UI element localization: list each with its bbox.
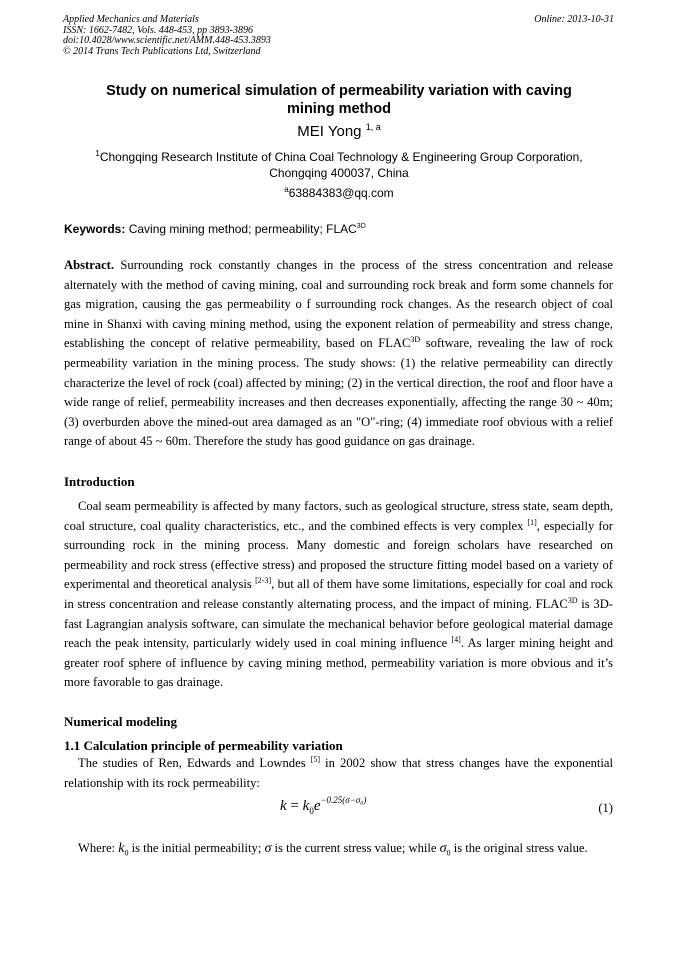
doi-line[interactable]: doi:10.4028/www.scientific.net/AMM.448-453.3893	[63, 35, 271, 46]
citation-5[interactable]: [5]	[310, 755, 321, 764]
keywords-sup: 3D	[356, 223, 366, 230]
keywords-text: Caving mining method; permeability; FLAC	[125, 222, 357, 236]
eq-k: k	[302, 798, 310, 814]
intro-text-4: is 3D-fast Lagrangian analysis software, can simulate the mechanical behavior before geological material damage reach the peak intensity, particularly widely used in coal mining influence	[64, 596, 613, 651]
abstract-text-2: software, revealing the law of rock permeability variation in the mining process. The study shows: (1) the relative permeability can directly characterize the level of rock (coal) affected by mining; (2) in the vertical direction, the roof and floor have a wide range of relief, permeability increases and then decreases exponentially, affecting the range 30 ~ 40m; (3) overburden above the mined-out area damaged as an "O"-ring; (4) immediate roof obvious with a relief range of about 45 ~ 60m. Therefore the study has good guidance on gas drainage.	[64, 336, 613, 449]
eq-k-sub: 0	[309, 806, 314, 816]
online-date: Online: 2013-10-31	[534, 14, 614, 25]
ren-text-1: The studies of Ren, Edwards and Lowndes	[78, 756, 311, 770]
copyright-line: © 2014 Trans Tech Publications Ltd, Switzerland	[63, 45, 261, 57]
citation-4[interactable]: [4]	[451, 635, 461, 645]
title-line-2: mining method	[287, 101, 391, 117]
numerical-modeling-heading: Numerical modeling	[64, 714, 178, 729]
permeability-formula	[280, 795, 367, 816]
equation-number: (1)	[598, 801, 613, 815]
email-address[interactable]: 63884383@qq.com	[288, 186, 394, 200]
introduction-heading: Introduction	[64, 474, 135, 489]
intro-text-1: Coal seam permeability is affected by many factors, such as geological structure, stress state, seam depth, coal structure, coal quality characteristics, etc., and the combined effects is very complex	[64, 499, 613, 533]
affiliation-mark: 1	[95, 149, 100, 158]
citation-1[interactable]: [1]	[527, 517, 537, 527]
author-affiliation-mark: 1, a	[365, 122, 381, 132]
journal-name: Applied Mechanics and Materials	[63, 14, 199, 25]
citation-2-3[interactable]: [2-3]	[255, 576, 272, 586]
affiliation-line-2: Chongqing 400037, China	[269, 165, 409, 180]
title-line-1: Study on numerical simulation of permeability variation with caving	[106, 83, 572, 99]
author	[64, 123, 614, 141]
where-paragraph	[64, 834, 613, 868]
email-mark: a	[284, 185, 289, 194]
introduction-paragraph	[64, 497, 613, 693]
ren-paragraph	[64, 754, 613, 793]
ren-text-2: in 2002 show that stress changes have the exponential relationship with its rock permeability:	[64, 756, 613, 790]
paper-title	[64, 82, 614, 118]
eq-equals: =	[286, 798, 303, 814]
calculation-principle-subheading: 1.1 Calculation principle of permeability variation	[64, 738, 343, 753]
where-text-3: is the current stress value; while	[271, 841, 440, 855]
where-text-1: Where:	[78, 841, 119, 855]
symbol-sigma0: σ	[439, 841, 447, 856]
intro-text-5: . As larger mining height and greater roof sphere of influence by caving mining method, permeability variation is more obvious and it’s more favorable to gas drainage.	[64, 636, 613, 690]
abstract-text-1: Surrounding rock constantly changes in the process of the stress concentration and release alternately with the method of caving mining, coal and surrounding rock break and form some channels for gas migration, causing the gas permeability o f surrounding rock changes. As the research object of coal mine in Shanxi with caving mining method, using the exponent relation of permeability and stress change, establishing the concept of relative permeability, based on FLAC	[64, 258, 613, 351]
flac-sup: 3D	[567, 595, 578, 605]
author-name: MEI Yong	[297, 123, 362, 140]
eq-exponent: −0.25(σ−σ₀)	[320, 795, 367, 805]
equation-1	[64, 796, 613, 820]
abstract-sup: 3D	[410, 335, 421, 345]
where-text-2: is the initial permeability;	[128, 841, 265, 855]
eq-e: e	[313, 798, 321, 814]
affiliation-line-1: Chongqing Research Institute of China Coal Technology & Engineering Group Corporation,	[99, 150, 583, 164]
intro-text-3: , but all of them have some limitations, especially for coal and rock in stress concentration and release constantly alternating process, and the impact of mining. FLAC	[64, 577, 614, 611]
intro-text-2: , especially for surrounding rock in the mining process. Many domestic and foreign scholars have researched on permeability and rock stress (effective stress) and proposed the structure fitting model based on a variety of experimental and theoretical analysis	[64, 518, 613, 592]
symbol-k0: k	[118, 841, 125, 856]
where-text-4: is the original stress value.	[450, 841, 588, 855]
abstract	[64, 256, 613, 452]
affiliation	[64, 150, 614, 181]
symbol-sigma: σ	[264, 841, 272, 856]
symbol-k0-sub: 0	[124, 848, 129, 858]
keywords-label: Keywords:	[64, 222, 126, 236]
journal-info	[63, 15, 271, 57]
eq-lhs: k	[280, 798, 287, 814]
abstract-label: Abstract.	[64, 258, 115, 272]
author-email	[64, 186, 614, 201]
issn-line: ISSN: 1662-7482, Vols. 448-453, pp 3893-3896	[63, 24, 253, 36]
symbol-sigma0-sub: 0	[446, 848, 451, 858]
keywords	[64, 222, 614, 237]
